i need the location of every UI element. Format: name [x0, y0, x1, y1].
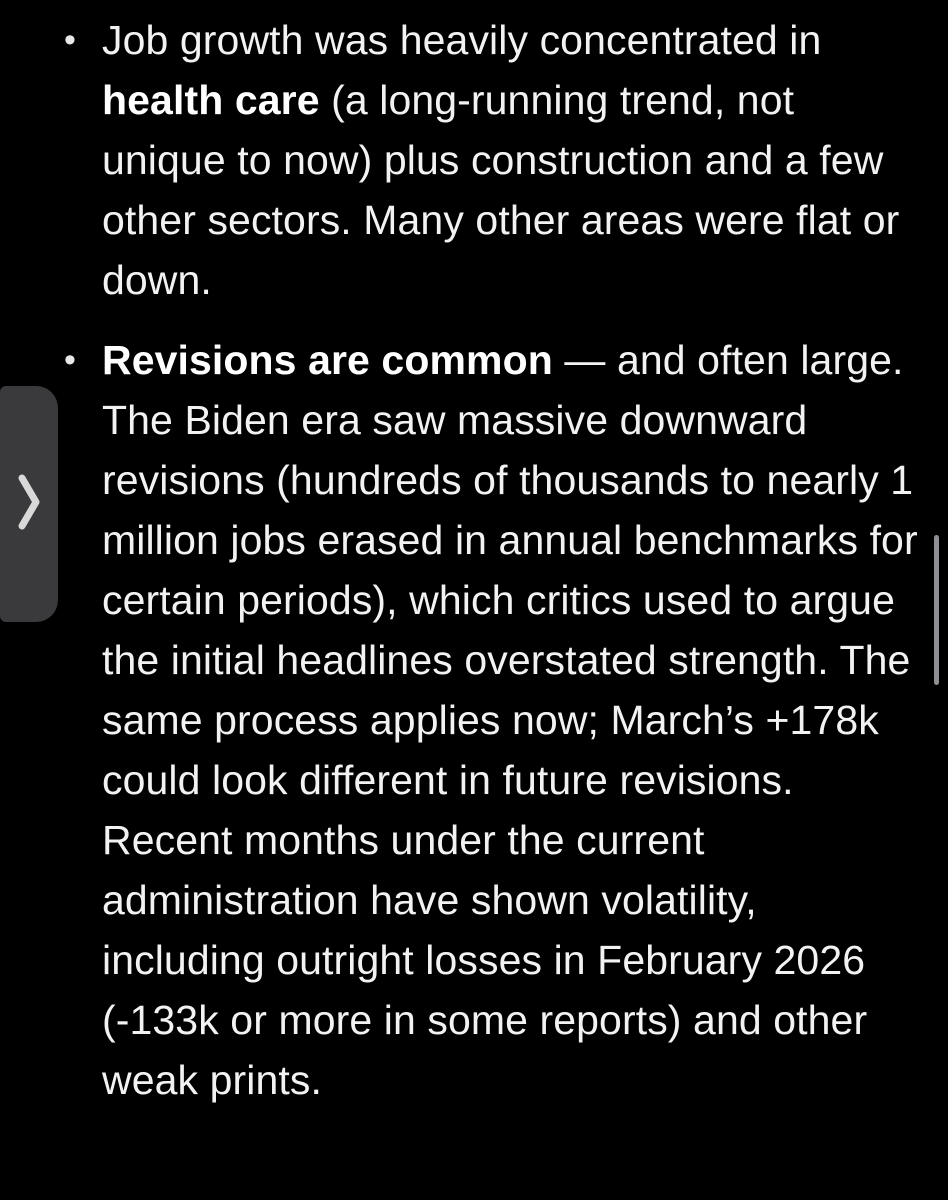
- side-panel-toggle-button[interactable]: [0, 386, 58, 622]
- scrollbar-thumb[interactable]: [934, 535, 939, 685]
- bullet-marker: •: [64, 21, 77, 59]
- list-item: [0, 10, 948, 310]
- bullet-text: — and often large. The Biden era saw massive downward revisions (hundreds of thousands to nearly 1 million jobs erased in annual benchmarks for certain periods), which critics used to argue the initial headlines overstated strength. The same process applies now; March’s +178k could look different in future revisions. Recent months under the current administration have shown volatility, including outright losses in February 2026 (-133k or more in some reports) and other weak prints.: [102, 337, 918, 1103]
- bullet-text: (a long-running trend, not unique to now) plus construction and a few other sectors. Many other areas were flat or down.: [102, 77, 900, 303]
- bullet-bold-text: health care: [102, 77, 320, 123]
- chevron-right-icon: [14, 470, 44, 534]
- bullet-bold-text: Revisions are common: [102, 337, 553, 383]
- list-item: [0, 330, 948, 1110]
- bullet-marker: •: [64, 341, 77, 379]
- bullet-list: [0, 10, 948, 1130]
- bullet-text: Job growth was heavily concentrated in: [102, 17, 822, 63]
